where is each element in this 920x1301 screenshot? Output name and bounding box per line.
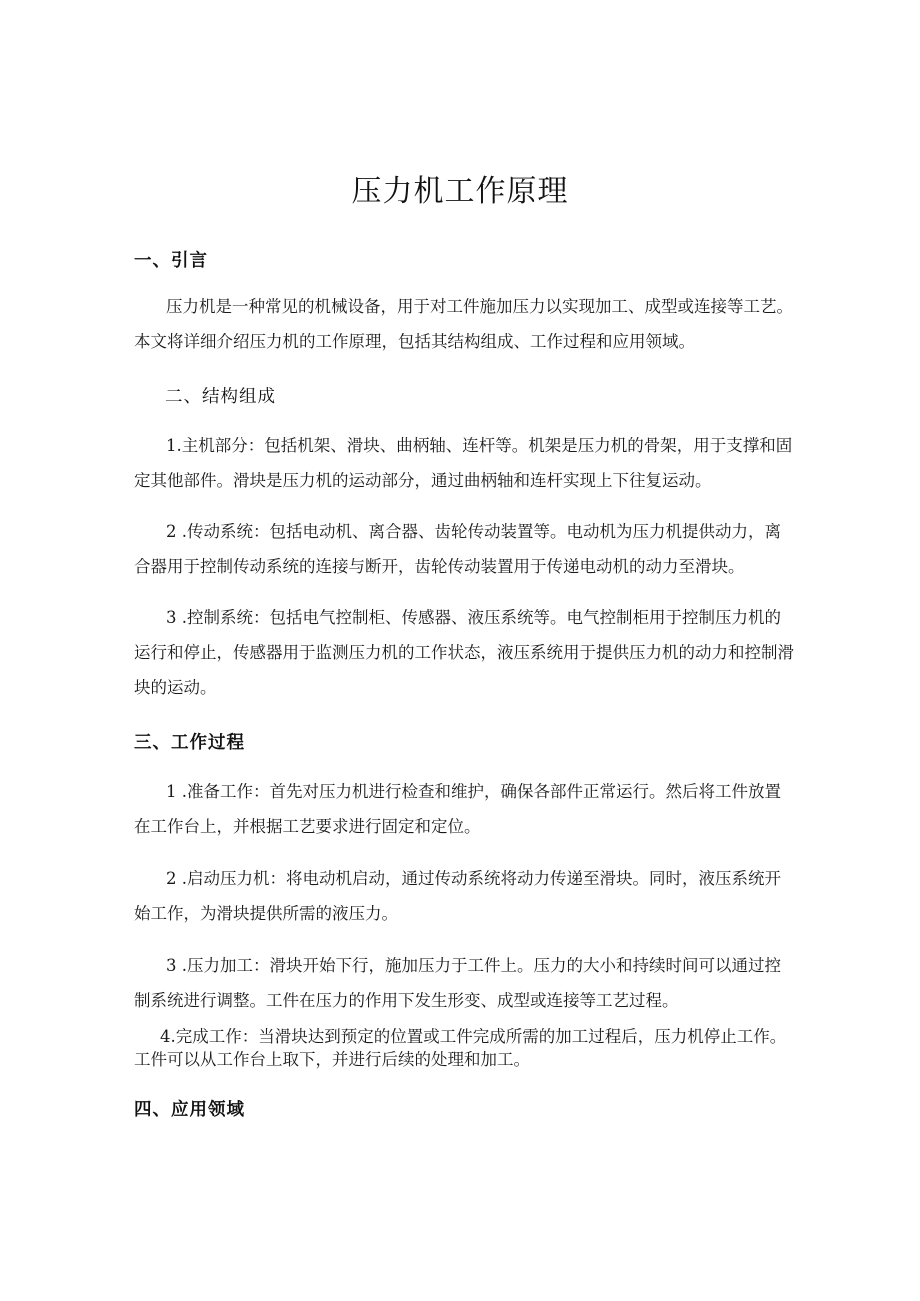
paragraph-process-1: 1 .准备工作：首先对压力机进行检查和维护，确保各部件正常运行。然后将工件放置在工作台上，并根据工艺要求进行固定和定位。 (134, 782, 781, 836)
document-title: 压力机工作原理 (351, 174, 569, 209)
paragraph-process-4: 4.完成工作：当滑块达到预定的位置或工件完成所需的加工过程后，压力机停止工作。工件可以从工作台上取下，并进行后续的处理和加工。 (134, 1027, 787, 1069)
section-heading-structure: 二、结构组成 (165, 387, 276, 407)
paragraph-intro: 压力机是一种常见的机械设备，用于对工件施加压力以实现加工、成型或连接等工艺。本文将详细介绍压力机的工作原理，包括其结构组成、工作过程和应用领域。 (134, 297, 793, 351)
paragraph-structure-1: 1.主机部分：包括机架、滑块、曲柄轴、连杆等。机架是压力机的骨架，用于支撑和固定其他部件。滑块是压力机的运动部分，通过曲柄轴和连杆实现上下往复运动。 (134, 436, 793, 490)
paragraph-structure-3: 3 .控制系统：包括电气控制柜、传感器、液压系统等。电气控制柜用于控制压力机的运行和停止，传感器用于监测压力机的工作状态，液压系统用于提供压力机的动力和控制滑块的运动。 (134, 608, 794, 697)
paragraph-process-2: 2 .启动压力机：将电动机启动，通过传动系统将动力传递至滑块。同时，液压系统开始工作，为滑块提供所需的液压力。 (134, 869, 781, 923)
paragraph-process-3: 3 .压力加工：滑块开始下行，施加压力于工件上。压力的大小和持续时间可以通过控制系统进行调整。工件在压力的作用下发生形变、成型或连接等工艺过程。 (134, 956, 781, 1010)
section-heading-intro: 一、引言 (134, 251, 208, 271)
section-heading-application: 四、应用领域 (134, 1100, 245, 1120)
section-heading-process: 三、工作过程 (134, 733, 245, 753)
paragraph-structure-2: 2 .传动系统：包括电动机、离合器、齿轮传动装置等。电动机为压力机提供动力，离合器用于控制传动系统的连接与断开，齿轮传动装置用于传递电动机的动力至滑块。 (134, 522, 781, 576)
